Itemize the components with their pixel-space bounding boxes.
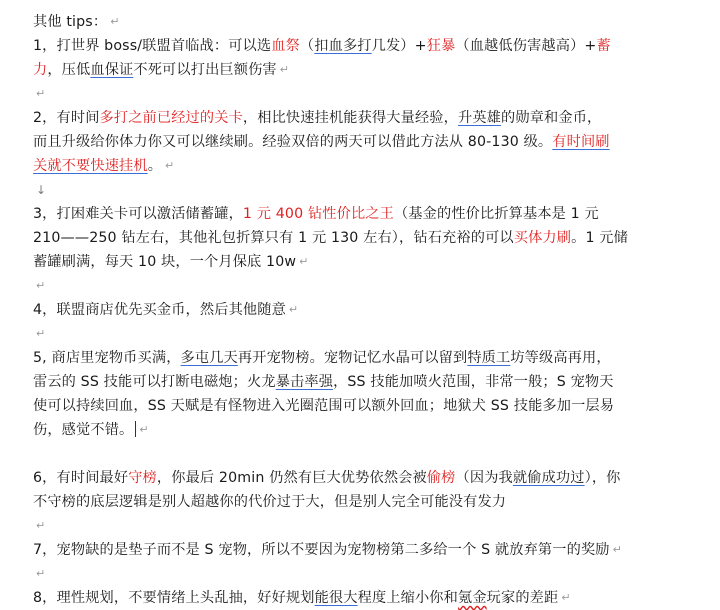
text-run: 。 [147,158,163,174]
tip-5-line-1 [33,346,696,370]
text-run: ，SS 技能加喷火范围，非常一般；S 宠物天 [333,374,614,390]
text-run: 5, 商店里宠物币买满， [33,350,181,366]
text-run: （因为我 [455,470,513,486]
highlight-text: 蓄 [596,38,611,54]
text-run: 1，打世界 boss/联盟首临战：可以选 [33,38,272,54]
text-run: 再开宠物榜。宠物记忆水晶可以留到 [237,350,468,366]
text-run: 210——250 钻左右，其他礼包折算只有 1 元 130 左右），钻石充裕的可以 [33,230,514,246]
paragraph-mark-icon: ↵ [36,567,46,580]
tip-4-line-1 [33,298,696,322]
heading-line [33,10,696,34]
paragraph-mark-icon: ↵ [612,543,622,556]
highlight-text: 守榜 [128,470,157,486]
paragraph-mark-icon: ↵ [288,303,299,316]
paragraph-mark-icon: ↵ [299,255,309,268]
tip-2-line-1 [33,106,696,130]
text-run: 4，联盟商店优先买金币，然后其他随意 [33,302,286,318]
tip-1-line-2 [33,58,696,82]
paragraph-mark-icon: ↵ [561,591,571,604]
paragraph-mark-icon: ↵ [36,87,46,100]
text-run: 几发）+ [371,38,427,54]
highlight-text: 有时间刷 [552,134,610,150]
text-run: （基金的性价比折算基本是 1 元 [393,206,599,222]
grammar-underline-text: 升英雄 [458,110,502,126]
tip-5-line-2 [33,370,696,394]
text-run: 的勋章和金币， [501,110,602,126]
tip-5-line-3 [33,394,696,418]
empty-paragraph [33,322,696,346]
text-run: 2，有时间 [33,110,100,126]
paragraph-mark-icon: ↵ [110,15,120,28]
highlight-text: 多打之前已经过的关卡 [99,110,243,126]
empty-paragraph [33,178,696,202]
text-run: ，相比快速挂机能获得大量经验， [242,110,458,126]
paragraph-mark-icon: ↵ [36,519,46,532]
highlight-text: 买体力刷 [513,230,572,246]
text-run: 伤，感觉不错。 [33,422,134,438]
text-run: 3，打困难关卡可以激活储蓄罐， [33,206,243,222]
empty-paragraph [33,82,696,106]
paragraph-mark-icon: ↵ [36,327,46,340]
text-run: （ [299,38,315,54]
empty-paragraph [33,274,696,298]
empty-paragraph [33,562,696,586]
tip-2-line-3 [33,154,696,178]
spelling-underline-text: 氪金 [457,590,487,606]
grammar-underline-text: 血保证 [90,62,134,78]
tip-1-line-1 [33,34,696,58]
text-run: 。1 元储 [571,230,628,246]
text-run: 蓄罐刷满，每天 10 块，一个月保底 10w [33,254,297,270]
highlight-text: 血祭 [271,38,300,54]
text-run: ），你 [584,470,621,486]
grammar-underline-text: 就偷成功过 [512,470,585,486]
tip-6-line-1 [33,466,696,490]
text-run: 雷云的 SS 技能可以打断电磁炮；火龙 [33,374,276,390]
text-cursor [135,421,136,437]
text-run: 6，有时间最好 [33,470,129,486]
spacer [33,442,696,466]
tip-2-line-2 [33,130,696,154]
text-run: 使可以持续回血，SS 天赋是有怪物进入光圈范围可以额外回血；地狱犬 SS 技能多加一层易 [33,398,615,414]
tip-3-line-3 [33,250,696,274]
highlight-text: 力 [33,62,48,78]
text-run: （血越低伤害越高）+ [455,38,597,54]
text-run: 不守榜的底层逻辑是别人超越你的代价过于大，但是别人完全可能没有发力 [33,494,507,510]
empty-paragraph [33,514,696,538]
grammar-underline-text: 暴击率强 [275,374,334,390]
text-run: 程度上缩小你和 [357,590,458,606]
tip-7-line-1 [33,538,696,562]
tip-3-line-2 [33,226,696,250]
tip-5-line-4 [33,418,696,442]
heading-text: 其他 tips： [33,14,108,30]
highlight-text: 1 元 400 钻性价比之王 [242,206,394,222]
line-break-icon: ↓ [36,183,47,197]
tip-6-line-2 [33,490,696,514]
paragraph-mark-icon: ↵ [279,63,290,76]
text-run: 不死可以打出巨额伤害 [133,62,277,78]
grammar-underline-text: 特质工 [467,350,511,366]
text-run: 7，宠物缺的是垫子而不是 S 宠物，所以不要因为宠物榜第二多给一个 S 就放弃第一的奖励 [33,542,610,558]
text-run: 8，理性规划，不要情绪上头乱抽，好好规划 [33,590,315,606]
highlight-text: 关就不要快速挂机 [33,158,148,174]
highlight-text: 偷榜 [426,470,456,486]
text-run: ，压低 [47,62,91,78]
paragraph-mark-icon: ↵ [36,279,46,292]
tip-8-line-1 [33,586,696,610]
paragraph-mark-icon: ↵ [139,423,149,436]
text-run: ，你最后 20min 仍然有巨大优势依然会被 [156,470,427,486]
highlight-text: 狂暴 [426,38,456,54]
paragraph-mark-icon: ↵ [165,159,175,172]
text-run: 而且升级给你体力你又可以继续刷。经验双倍的两天可以借此方法从 80-130 级。 [33,134,553,150]
grammar-underline-text: 能很大 [314,590,358,606]
grammar-underline-text: 多屯几天 [180,350,238,366]
text-run: 玩家的差距 [486,590,559,606]
tip-3-line-1 [33,202,696,226]
text-run: 坊等级高再用， [510,350,611,366]
grammar-underline-text: 扣血多打 [314,38,372,54]
